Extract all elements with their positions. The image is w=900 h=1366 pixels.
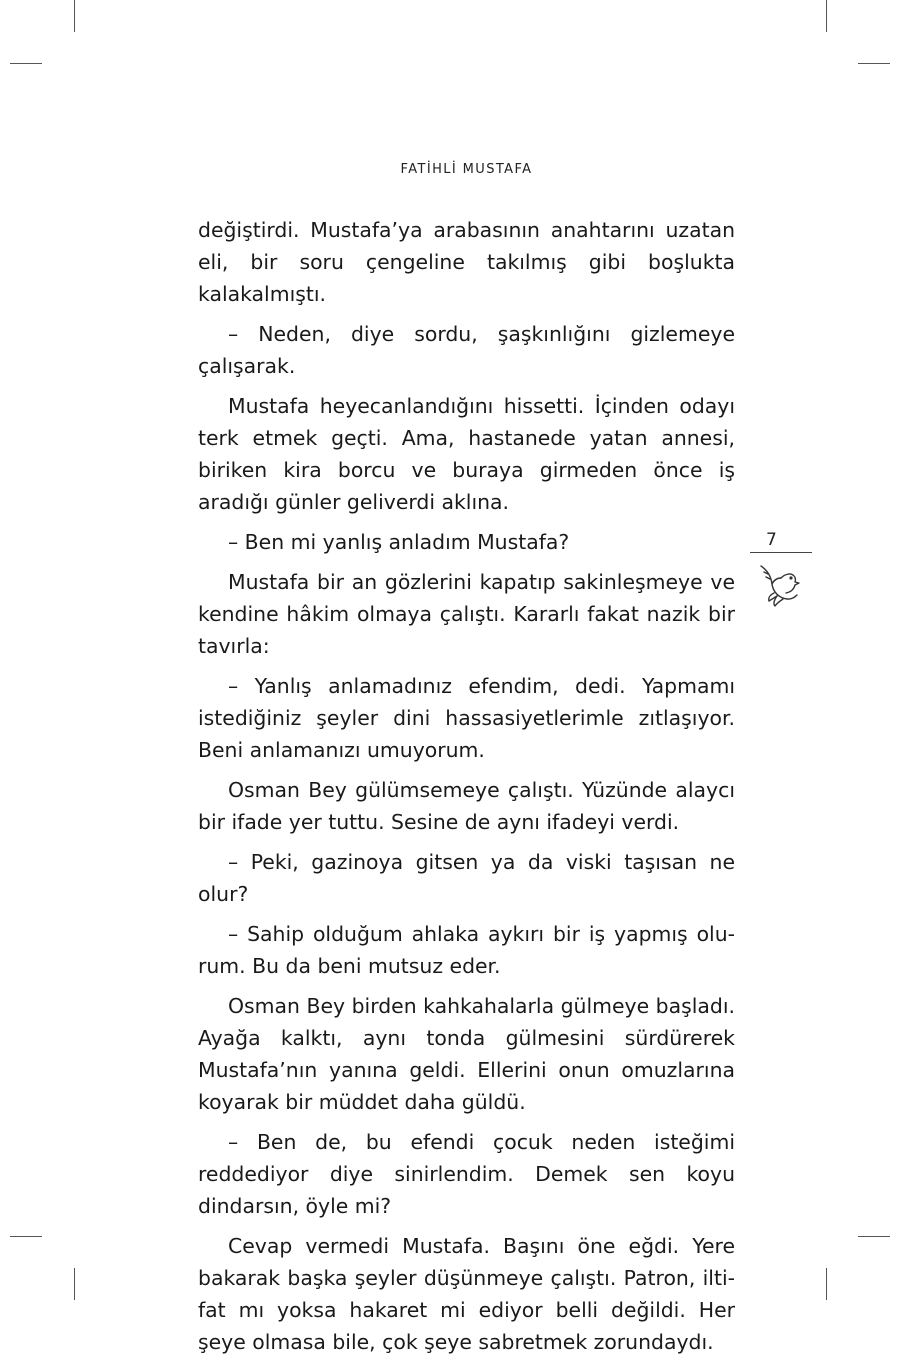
running-head: FATİHLİ MUSTAFA [400,162,533,177]
crop-mark-bottom-right-h [858,1236,890,1237]
crop-mark-top-left [74,0,75,32]
page-body [198,214,735,1366]
paragraph: – Yanlış anlamadınız efendim, dedi. Yapmamı istediğiniz şeyler dini hassasiyetlerimle zıtlaşıyor. Beni anlamanızı umuyorum. [198,674,735,762]
crop-mark-bottom-right [826,1268,827,1300]
dove-icon [757,560,801,608]
page-number: 7 [766,530,777,550]
crop-mark-top-left-h [10,63,42,64]
paragraph: – Sahip olduğum ahlaka aykırı bir iş yapmış olurum. Bu da beni mutsuz eder. [198,922,735,978]
paragraph: – Ben de, bu efendi çocuk neden isteğimi reddediyor diye sinirlendim. Demek sen koyu dindarsın, öyle mi? [198,1130,735,1218]
paragraph: Osman Bey gülümsemeye çalıştı. Yüzünde alaycı bir ifade yer tuttu. Sesine de aynı ifadeyi verdi. [198,778,735,834]
paragraph: – Neden, diye sordu, şaşkınlığını gizlemeye çalışarak. [198,322,735,378]
crop-mark-bottom-left-h [10,1236,42,1237]
crop-mark-top-right-h [858,63,890,64]
crop-mark-bottom-left [74,1268,75,1300]
paragraph: – Ben mi yanlış anladım Mustafa? [228,530,570,554]
paragraph: Cevap vermedi Mustafa. Başını öne eğdi. Yere bakarak başka şeyler düşünmeye çalıştı. Patron, iltifat mı yoksa hakaret mi ediyor belli değildi. Her şeye olmasa bile, çok şeye sabretmek zorundaydı. [198,1234,735,1354]
crop-mark-top-right [826,0,827,32]
paragraph: – Peki, gazinoya gitsen ya da viski taşısan ne olur? [198,850,735,906]
page-number-rule [750,552,812,553]
paragraph: Mustafa heyecanlandığını hissetti. İçinden odayı terk etmek geçti. Ama, hastanede yatan annesi, biriken kira borcu ve buraya girmeden önce iş aradığı günler geliverdi aklına. [198,394,735,514]
paragraph: değiştirdi. Mustafa’ya arabasının anahtarını uzatan eli, bir soru çengeline takılmış gibi boşlukta kalakalmıştı. [198,218,735,306]
paragraph: Mustafa bir an gözlerini kapatıp sakinleşmeye ve kendine hâkim olmaya çalıştı. Kararlı fakat nazik bir tavırla: [198,570,735,658]
paragraph: Osman Bey birden kahkahalarla gülmeye başladı. Ayağa kalktı, aynı tonda gülmesini sürdürerek Mustafa’nın yanına geldi. Ellerini onun omuzlarına koyarak bir müddet daha güldü. [198,994,735,1114]
